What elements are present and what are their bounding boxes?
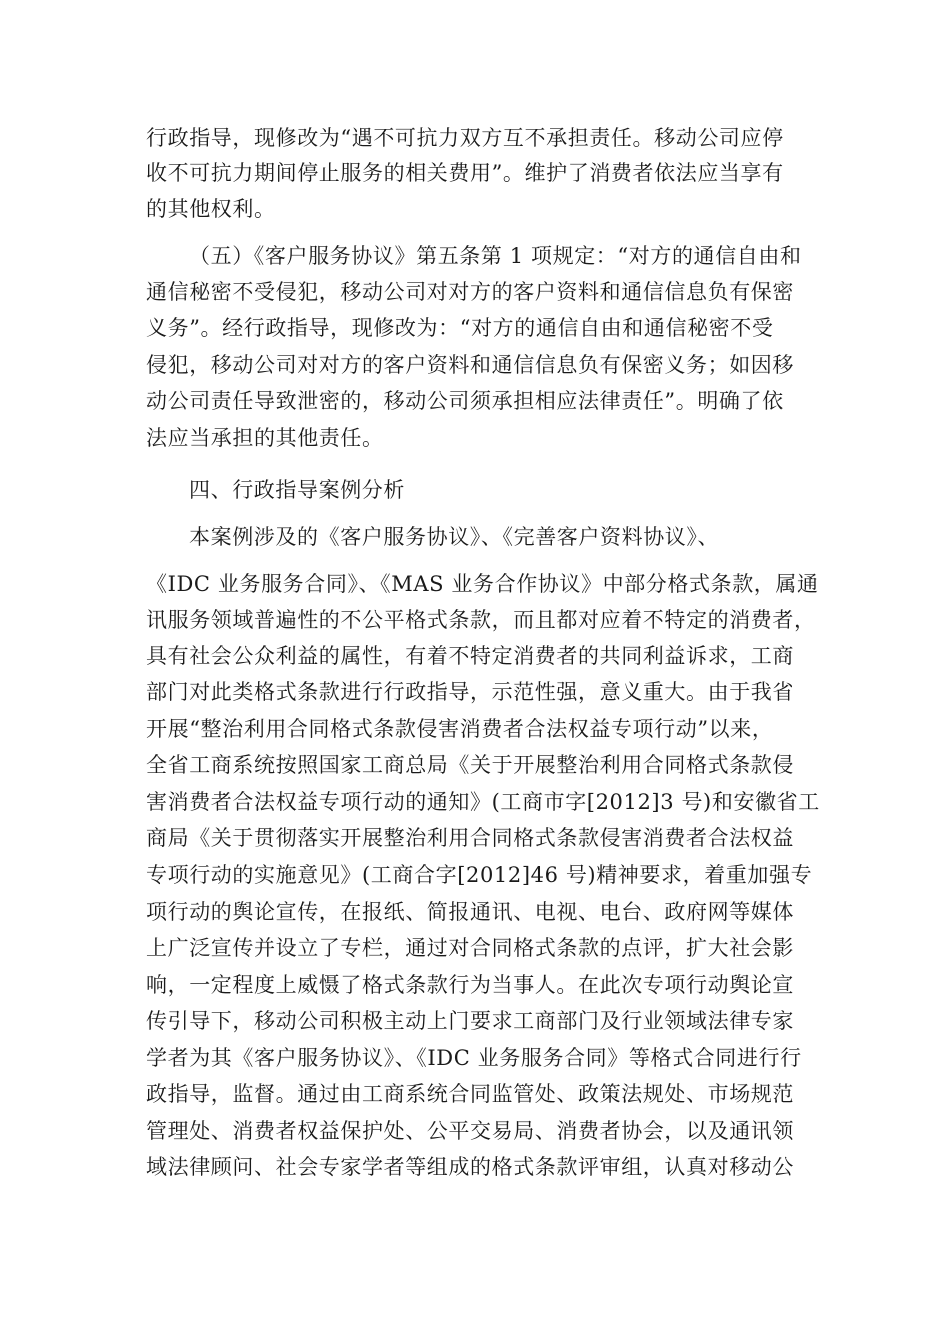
text-line: 行政指导，现修改为“遇不可抗力双方互不承担责任。移动公司应停 — [146, 126, 784, 150]
text-line: 商局《关于贯彻落实开展整治利用合同格式条款侵害消费者合法权益 — [146, 826, 794, 850]
text-line: 全省工商系统按照国家工商总局《关于开展整治利用合同格式条款侵 — [146, 753, 794, 777]
section-heading: 四、行政指导案例分析 — [189, 478, 405, 502]
text-line: 响，一定程度上威慑了格式条款行为当事人。在此次专项行动舆论宣 — [146, 973, 794, 997]
text-line: 《IDC 业务服务合同》、《MAS 业务合作协议》中部分格式条款，属通 — [146, 572, 819, 596]
text-line: 讯服务领域普遍性的不公平格式条款，而且都对应着不特定的消费者， — [146, 608, 816, 632]
text-line: 害消费者合法权益专项行动的通知》(工商市字[2012]3 号)和安徽省工 — [146, 790, 820, 814]
text-line: 收不可抗力期间停止服务的相关费用”。维护了消费者依法应当享有 — [146, 161, 784, 185]
text-line: 开展“整治利用合同格式条款侵害消费者合法权益专项行动”以来， — [146, 717, 774, 741]
text-line: 传引导下，移动公司积极主动上门要求工商部门及行业领域法律专家 — [146, 1009, 794, 1033]
text-line: 管理处、消费者权益保护处、公平交易局、消费者协会，以及通讯领 — [146, 1119, 794, 1143]
text-line: 域法律顾问、社会专家学者等组成的格式条款评审组，认真对移动公 — [146, 1155, 794, 1179]
text-line: 部门对此类格式条款进行行政指导，示范性强，意义重大。由于我省 — [146, 680, 794, 704]
text-line: 侵犯，移动公司对对方的客户资料和通信信息负有保密义务；如因移 — [146, 353, 794, 377]
text-line: 专项行动的实施意见》(工商合字[2012]46 号)精神要求，着重加强专 — [146, 863, 813, 887]
text-line: 的其他权利。 — [146, 197, 276, 221]
text-line: 学者为其《客户服务协议》、《IDC 业务服务合同》等格式合同进行行 — [146, 1046, 802, 1070]
text-line: 通信秘密不受侵犯，移动公司对对方的客户资料和通信信息负有保密 — [146, 280, 794, 304]
text-line: 项行动的舆论宣传，在报纸、简报通讯、电视、电台、政府网等媒体 — [146, 900, 794, 924]
text-line: 义务”。经行政指导，现修改为：“对方的通信自由和通信秘密不受 — [146, 316, 774, 340]
text-line: 动公司责任导致泄密的，移动公司须承担相应法律责任”。明确了依 — [146, 389, 784, 413]
text-line: 本案例涉及的《客户服务协议》、《完善客户资料协议》、 — [189, 525, 720, 549]
text-line: 法应当承担的其他责任。 — [146, 426, 384, 450]
text-line: （五）《客户服务协议》第五条第 1 项规定：“对方的通信自由和 — [189, 244, 802, 268]
text-line: 具有社会公众利益的属性，有着不特定消费者的共同利益诉求，工商 — [146, 644, 794, 668]
text-line: 上广泛宣传并设立了专栏，通过对合同格式条款的点评，扩大社会影 — [146, 936, 794, 960]
text-line: 政指导，监督。通过由工商系统合同监管处、政策法规处、市场规范 — [146, 1082, 794, 1106]
